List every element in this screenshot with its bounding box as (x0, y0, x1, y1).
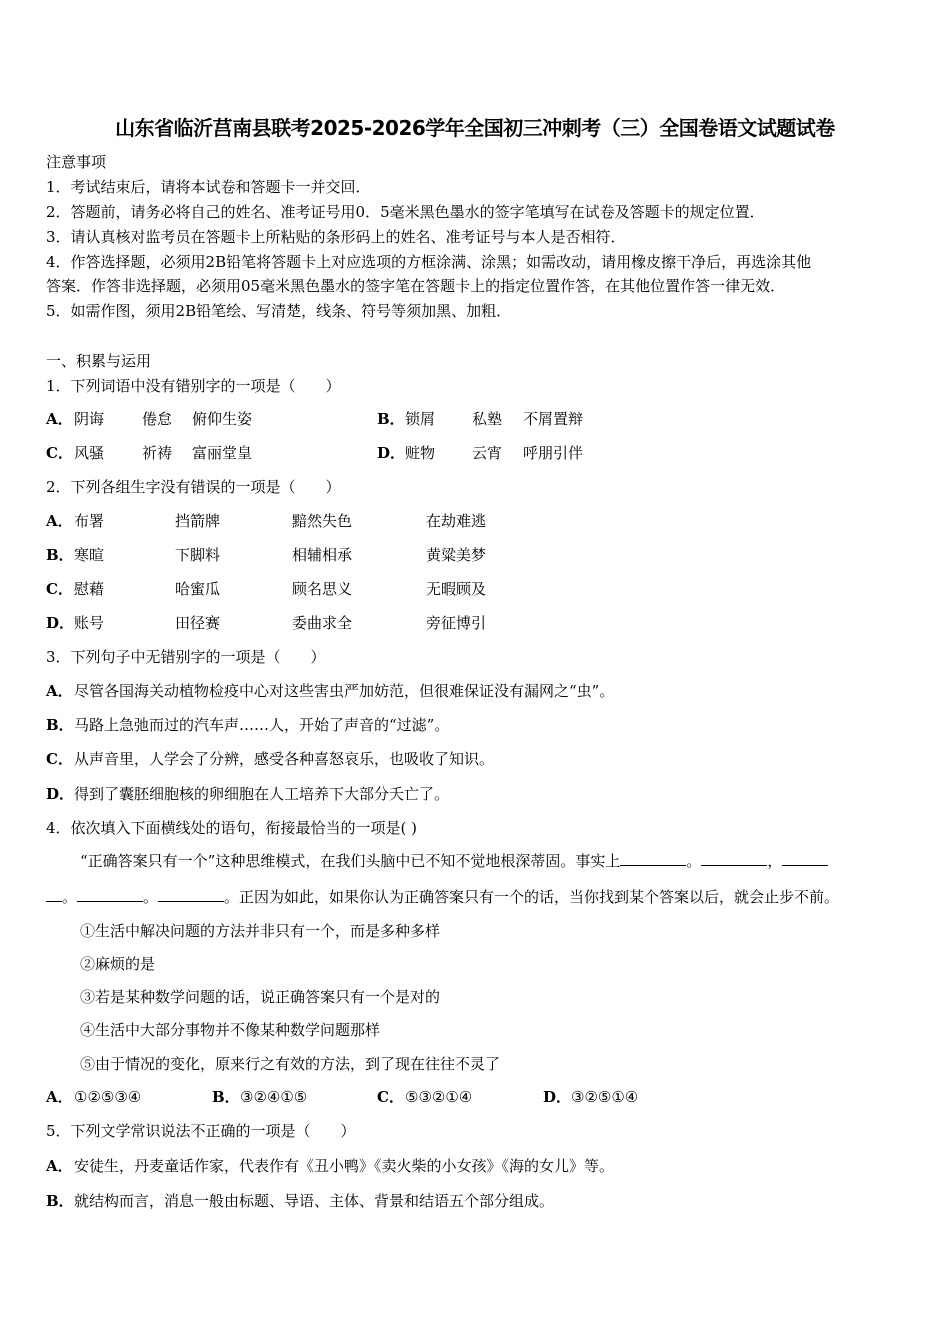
q3-option-b (46, 715, 910, 735)
q2-option-word: 黯然失色 (292, 512, 353, 530)
q2-option-c-label: C． (46, 580, 73, 598)
q2-option-a (46, 511, 910, 531)
q1-option-b-word: 不屑置辩 (523, 410, 584, 428)
q5-option-b (46, 1191, 910, 1211)
notice-item-4: 4．作答选择题，必须用2B铅笔将答题卡上对应选项的方框涂满、涂黑；如需改动，请用橡皮擦干净后，再选涂其他 (46, 253, 812, 271)
q3-option-a (46, 681, 910, 701)
q5-option-a-text: 安徒生，丹麦童话作家，代表作有《丑小鸭》《卖火柴的小女孩》《海的女儿》等。 (74, 1157, 615, 1175)
q1-option-c-label: C． (46, 444, 73, 462)
q4-stem: 4．依次填入下面横线处的语句，衔接最恰当的一项是( ) (46, 819, 418, 837)
q4-option-b-label: B． (212, 1088, 240, 1106)
section-heading: 一、积累与运用 (46, 352, 152, 370)
q5-stem: 5．下列文学常识说法不正确的一项是（ ） (46, 1122, 356, 1140)
q2-option-word: 相辅相承 (292, 546, 353, 564)
notice-item-3: 3．请认真核对监考员在答题卡上所粘贴的条形码上的姓名、准考证号与本人是否相符． (46, 228, 626, 246)
q1-option-row-cd (46, 443, 910, 463)
q5-option-b-label: B． (46, 1192, 74, 1210)
q4-option-d-text: ③②⑤①④ (571, 1088, 639, 1106)
fill-blank (620, 851, 686, 866)
q4-option-c-text: ⑤③②①④ (405, 1088, 473, 1106)
q3-option-a-text: 尽管各国海关动植物检疫中心对这些害虫严加妨范，但很难保证没有漏网之“虫”。 (74, 682, 615, 700)
q2-option-word: 顾名思义 (292, 580, 353, 598)
q2-option-d (46, 613, 910, 633)
q4-passage-start: “正确答案只有一个”这种思维模式，在我们头脑中已不知不觉地根深蒂固。事实上 (80, 852, 621, 870)
q2-option-c (46, 579, 910, 599)
notice-heading: 注意事项 (46, 153, 107, 171)
q2-option-b (46, 545, 910, 565)
q3-option-d (46, 784, 910, 804)
q3-option-c (46, 749, 910, 769)
q3-option-a-label: A． (46, 682, 73, 700)
q2-option-word: 挡箭牌 (175, 512, 221, 530)
q1-option-row-ab (46, 409, 910, 429)
q2-option-word: 下脚料 (175, 546, 221, 564)
q4-option-c-label: C． (377, 1088, 404, 1106)
q4-passage-line-1 (80, 851, 828, 871)
q3-option-d-text: 得到了囊胚细胞核的卵细胞在人工培养下大部分夭亡了。 (74, 785, 450, 803)
q1-option-a-word: 倦怠 (142, 410, 173, 428)
q3-option-b-label: B． (46, 716, 74, 734)
q2-option-word: 账号 (74, 614, 105, 632)
q4-sep: 。 (143, 888, 159, 906)
notice-item-2: 2．答题前，请务必将自己的姓名、准考证号用0．5毫米黑色墨水的签字笔填写在试卷及答题卡的规定位置． (46, 203, 765, 221)
q4-options (46, 1087, 910, 1107)
exam-title: 山东省临沂莒南县联考2025-2026学年全国初三冲刺考（三）全国卷语文试题试卷 (115, 116, 835, 140)
notice-item-4-cont: 答案．作答非选择题，必须用05毫米黑色墨水的签字笔在答题卡上的指定位置作答，在其他位置作答一律无效． (46, 277, 786, 295)
q1-option-d-label: D． (377, 444, 406, 462)
q2-option-word: 委曲求全 (292, 614, 353, 632)
q4-sep: 。 (686, 852, 702, 870)
q1-option-a-label: A． (46, 410, 73, 428)
fill-blank (782, 851, 828, 866)
q5-option-b-text: 就结构而言，消息一般由标题、导语、主体、背景和结语五个部分组成。 (74, 1192, 555, 1210)
q1-option-c-word: 祈祷 (142, 444, 173, 462)
q2-stem: 2．下列各组生字没有错误的一项是（ ） (46, 478, 341, 496)
q3-option-b-text: 马路上急弛而过的汽车声……人，开始了声音的“过滤”。 (74, 716, 450, 734)
q2-option-word: 黄粱美梦 (426, 546, 487, 564)
fill-blank (46, 887, 62, 902)
notice-item-1: 1．考试结束后，请将本试卷和答题卡一并交回． (46, 178, 371, 196)
q1-option-b-word: 锁屑 (405, 410, 436, 428)
q2-option-word: 无暇顾及 (426, 580, 487, 598)
q4-sentence-4: ④生活中大部分事物并不像某种数学问题那样 (80, 1021, 381, 1039)
q1-option-b-word: 私塾 (472, 410, 503, 428)
q4-passage-end: 。正因为如此，如果你认为正确答案只有一个的话，当你找到某个答案以后，就会止步不前。 (224, 888, 840, 906)
q4-sentence-1: ①生活中解决问题的方法并非只有一个，而是多种多样 (80, 922, 441, 940)
q1-stem: 1．下列词语中没有错别字的一项是（ ） (46, 377, 341, 395)
q4-sep: ， (767, 852, 783, 870)
q3-option-c-text: 从声音里，人学会了分辨，感受各种喜怒哀乐，也吸收了知识。 (74, 750, 495, 768)
q3-stem: 3．下列句子中无错别字的一项是（ ） (46, 648, 326, 666)
q2-option-word: 寒暄 (74, 546, 105, 564)
q1-option-a-word: 俯仰生姿 (192, 410, 253, 428)
fill-blank (701, 851, 767, 866)
q1-option-b-label: B． (377, 410, 405, 428)
q2-option-word: 在劫难逃 (426, 512, 487, 530)
q1-option-c-word: 富丽堂皇 (192, 444, 253, 462)
q5-option-a (46, 1156, 910, 1176)
fill-blank (158, 887, 224, 902)
fill-blank (77, 887, 143, 902)
q4-option-b-text: ③②④①⑤ (240, 1088, 308, 1106)
notice-item-5: 5．如需作图，须用2B铅笔绘、写清楚，线条、符号等须加黑、加粗． (46, 302, 512, 320)
q1-option-d-word: 赃物 (405, 444, 436, 462)
q2-option-word: 布署 (74, 512, 105, 530)
q5-option-a-label: A． (46, 1157, 73, 1175)
q4-option-d-label: D． (543, 1088, 572, 1106)
q2-option-b-label: B． (46, 546, 74, 564)
q1-option-d-word: 云宵 (472, 444, 503, 462)
q2-option-word: 哈蜜瓜 (175, 580, 221, 598)
q4-option-a-text: ①②⑤③④ (74, 1088, 142, 1106)
q2-option-a-label: A． (46, 512, 73, 530)
q3-option-d-label: D． (46, 785, 75, 803)
q4-sentence-2: ②麻烦的是 (80, 955, 156, 973)
q2-option-d-label: D． (46, 614, 75, 632)
q4-option-a-label: A． (46, 1088, 73, 1106)
q3-option-c-label: C． (46, 750, 73, 768)
q4-sentence-3: ③若是某种数学问题的话，说正确答案只有一个是对的 (80, 988, 441, 1006)
q2-option-word: 旁征博引 (426, 614, 487, 632)
q2-option-word: 田径赛 (175, 614, 221, 632)
q4-sentence-5: ⑤由于情况的变化，原来行之有效的方法，到了现在往往不灵了 (80, 1055, 501, 1073)
q1-option-c-word: 风骚 (74, 444, 105, 462)
q2-option-word: 慰藉 (74, 580, 105, 598)
q1-option-d-word: 呼朋引伴 (523, 444, 584, 462)
q4-sep: 。 (62, 888, 78, 906)
q1-option-a-word: 阴诲 (74, 410, 105, 428)
q4-passage-line-2 (46, 887, 839, 907)
